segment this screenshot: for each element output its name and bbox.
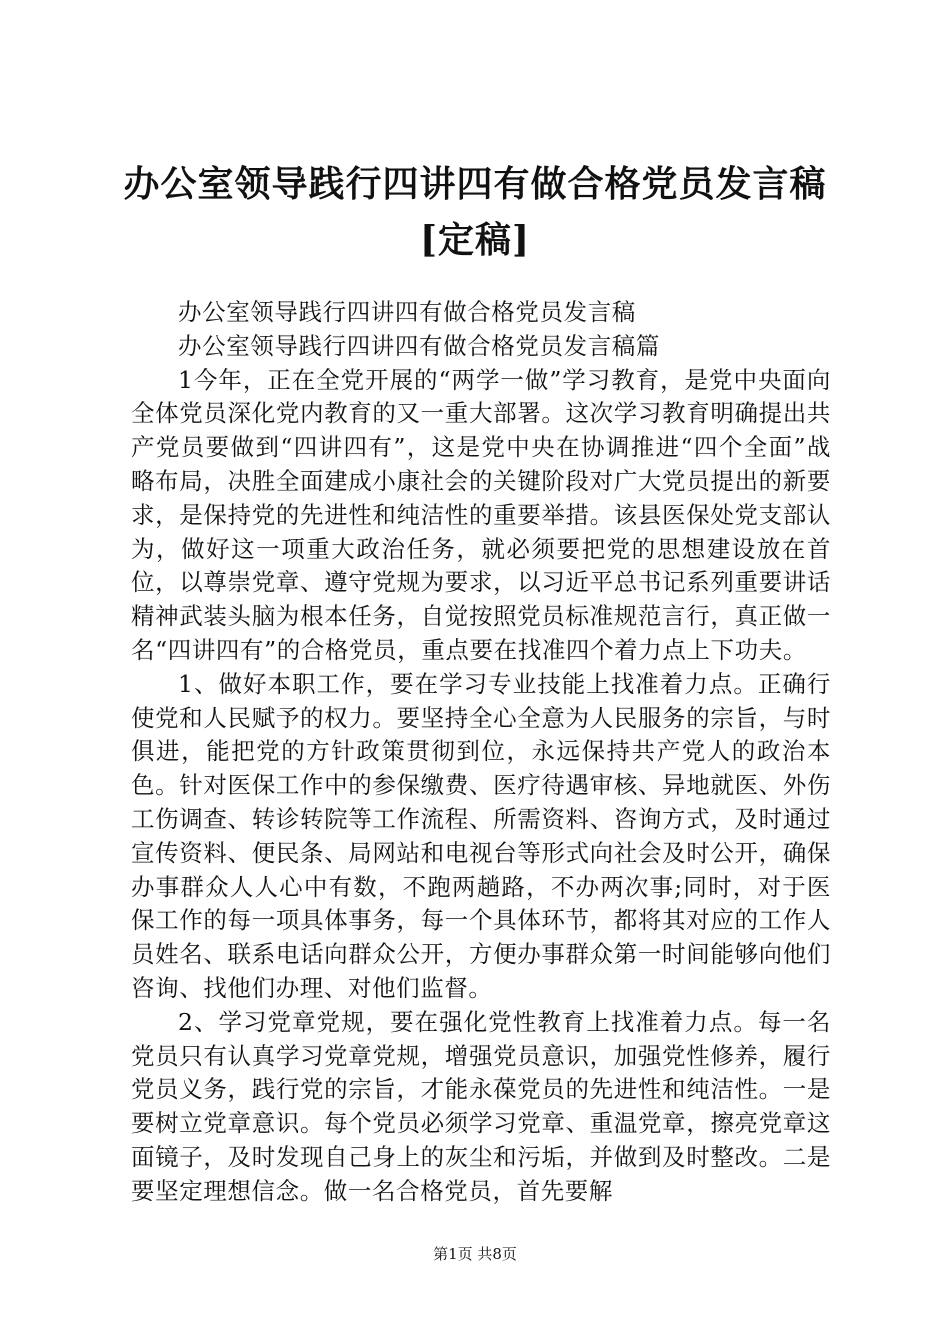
- subtitle-line: 办公室领导践行四讲四有做合格党员发言稿篇: [178, 331, 660, 360]
- document-title-suffix: [定稿]: [419, 219, 531, 261]
- subtitle-line: 办公室领导践行四讲四有做合格党员发言稿: [178, 298, 636, 326]
- document-title: 办公室领导践行四讲四有做合格党员发言稿: [123, 163, 827, 205]
- body-paragraph: 1今年，正在全党开展的“两学一做”学习教育，是党中央面向全体党员深化党内教育的又一重大部署。这次学习教育明确提出共产党员要做到“四讲四有”，这是党中央在协调推进“四个全面”战略布局，决胜全面建成小康社会的关键阶段对广大党员提出的新要求，是保持党的先进性和纯洁性的重要举措。该县医保处党支部认为，做好这一项重大政治任务，就必须要把党的思想建设放在首位，以尊崇党章、遵守党规为要求，以习近平总书记系列重要讲话精神武装头脑为根本任务，自觉按照党员标准规范言行，真正做一名“四讲四有”的合格党员，重点要在找准四个着力点上下功夫。: [131, 365, 831, 664]
- body-paragraph: 2、学习党章党规，要在强化党性教育上找准着力点。每一名党员只有认真学习党章党规，增强党员意识，加强党性修养，履行党员义务，践行党的宗旨，才能永葆党员的先进性和纯洁性。一是要树立党章意识。每个党员必须学习党章、重温党章，擦亮党章这面镜子，及时发现自己身上的灰尘和污垢，并做到及时整改。二是要坚定理想信念。做一名合格党员，首先要解: [131, 1007, 831, 1205]
- document-body: [131, 296, 831, 1209]
- body-paragraph: 1、做好本职工作，要在学习专业技能上找准着力点。正确行使党和人民赋予的权力。要坚持全心全意为人民服务的宗旨，与时俱进，能把党的方针政策贯彻到位，永远保持共产党人的政治本色。针对医保工作中的参保缴费、医疗待遇审核、异地就医、外伤工伤调查、转诊转院等工作流程、所需资料、咨询方式，及时通过宣传资料、便民条、局网站和电视台等形式向社会及时公开，确保办事群众人人心中有数，不跑两趟路，不办两次事;同时，对于医保工作的每一项具体事务，每一个具体环节，都将其对应的工作人员姓名、联系电话向群众公开，方便办事群众第一时间能够向他们咨询、找他们办理、对他们监督。: [131, 669, 831, 1002]
- page-number: 第1页 共8页: [433, 1245, 517, 1263]
